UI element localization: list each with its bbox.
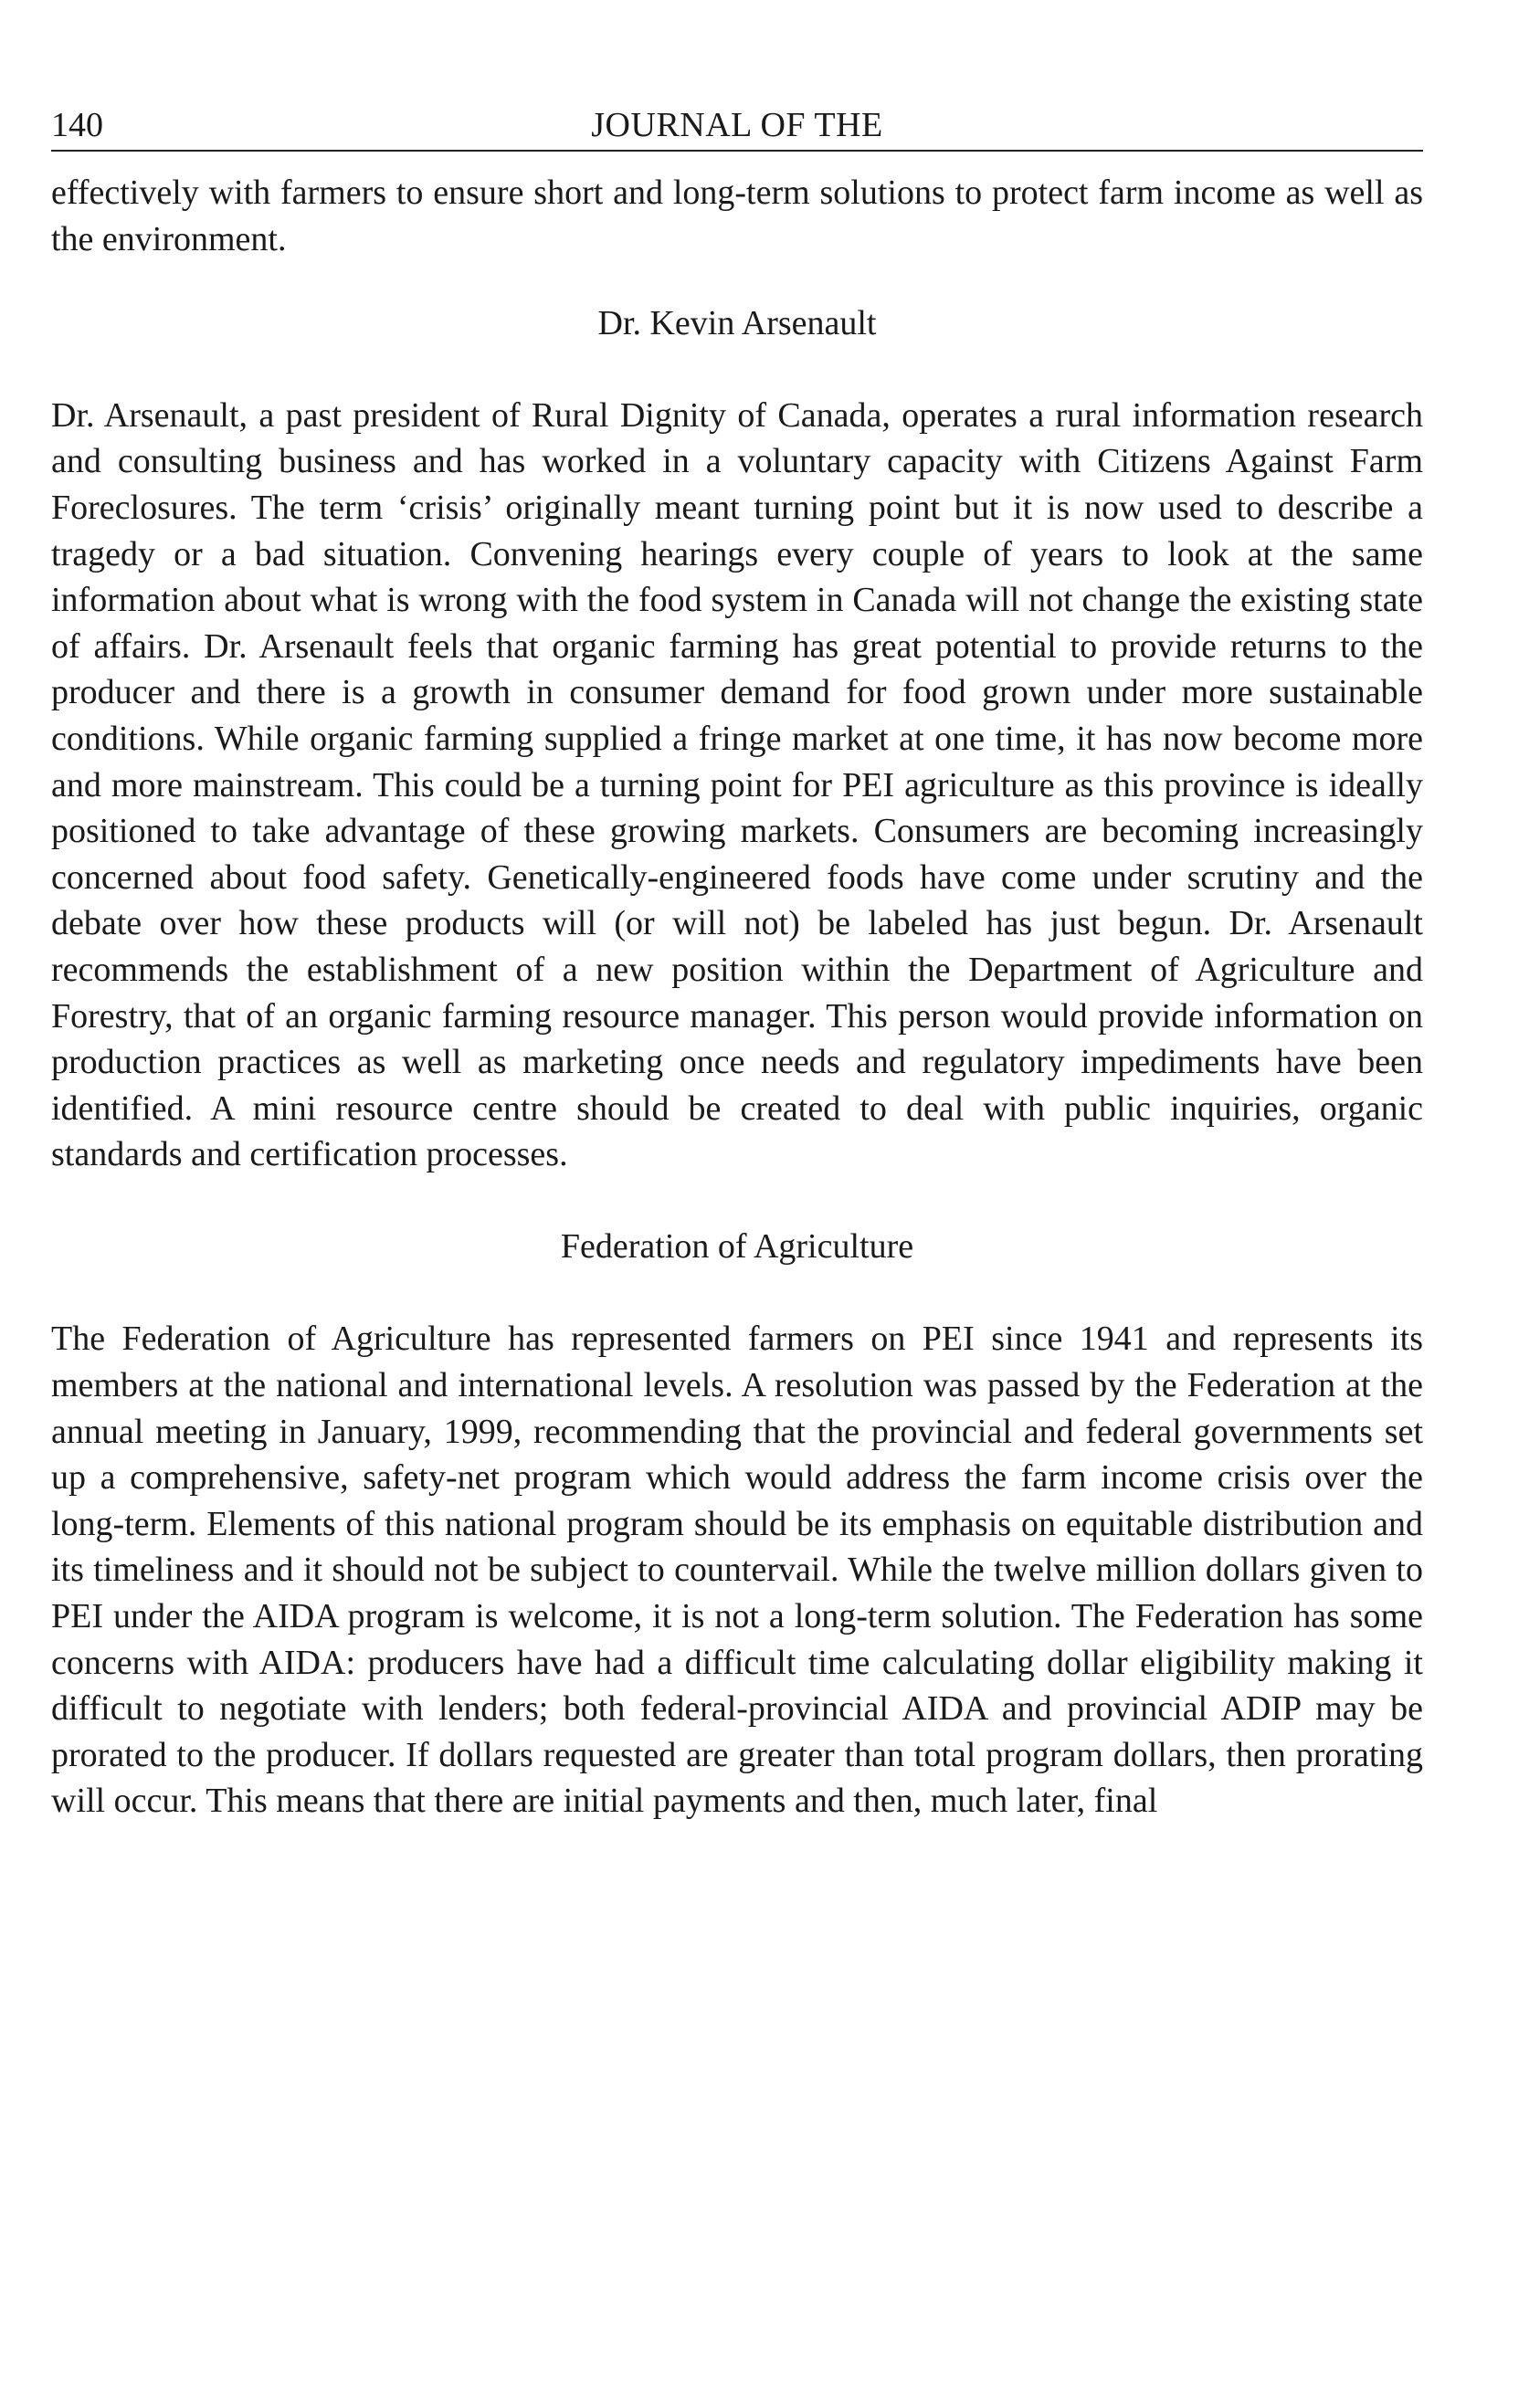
paragraph-arsenault: Dr. Arsenault, a past president of Rural Dignity of Canada, operates a rural information research and consulting business and has worked in a voluntary capacity with Citizens Against Farm Foreclosures. The term ‘crisis’ originally meant turning point but it is now used to describe a tragedy or a bad situation. Convening hearings every couple of years to look at the same information about what is wrong with the food system in Canada will not change the existing state of affairs. Dr. Arsenault feels that organic farming has great potential to provide returns to the producer and there is a growth in consumer demand for food grown under more sustainable conditions. While organic farming supplied a fringe market at one time, it has now become more and more mainstream. This could be a turning point for PEI agriculture as this province is ideally positioned to take advantage of these growing markets. Consumers are becoming increasingly concerned about food safety. Genetically-engineered foods have come under scrutiny and the debate over how these products will (or will not) be labeled has just begun. Dr. Arsenault recommends the establishment of a new position within the Department of Agriculture and Forestry, that of an organic farming resource manager. This person would provide information on production practices as well as marketing once needs and regulatory impediments have been identified. A mini resource centre should be created to deal with public inquiries, organic standards and certification processes. bbox=[51, 395, 1423, 1174]
journal-page bbox=[51, 100, 1423, 1824]
paragraph-federation: The Federation of Agriculture has represented farmers on PEI since 1941 and represents its members at the national and international levels. A resolution was passed by the Federation at the annual meeting in January, 1999, recommending that the provincial and federal governments set up a comprehensive, safety-net program which would address the farm income crisis over the long-term. Elements of this national program should be its emphasis on equitable distribution and its timeliness and it should not be subject to countervail. While the twelve million dollars given to PEI under the AIDA program is welcome, it is not a long-term solution. The Federation has some concerns with AIDA: producers have had a difficult time calculating dollar eligibility making it difficult to negotiate with lenders; both federal-provincial AIDA and provincial ADIP may be prorated to the producer. If dollars requested are greater than total program dollars, then prorating will occur. This means that there are initial payments and then, much later, final bbox=[51, 1320, 1423, 1821]
page-number: 140 bbox=[51, 106, 103, 144]
intro-paragraph: effectively with farmers to ensure short and long-term solutions to protect farm income as well as the environment. bbox=[51, 174, 1423, 258]
section-heading-arsenault: Dr. Kevin Arsenault bbox=[597, 304, 877, 343]
page-header bbox=[51, 100, 1423, 152]
running-head: JOURNAL OF THE bbox=[591, 106, 883, 144]
section-heading-federation: Federation of Agriculture bbox=[560, 1226, 914, 1266]
